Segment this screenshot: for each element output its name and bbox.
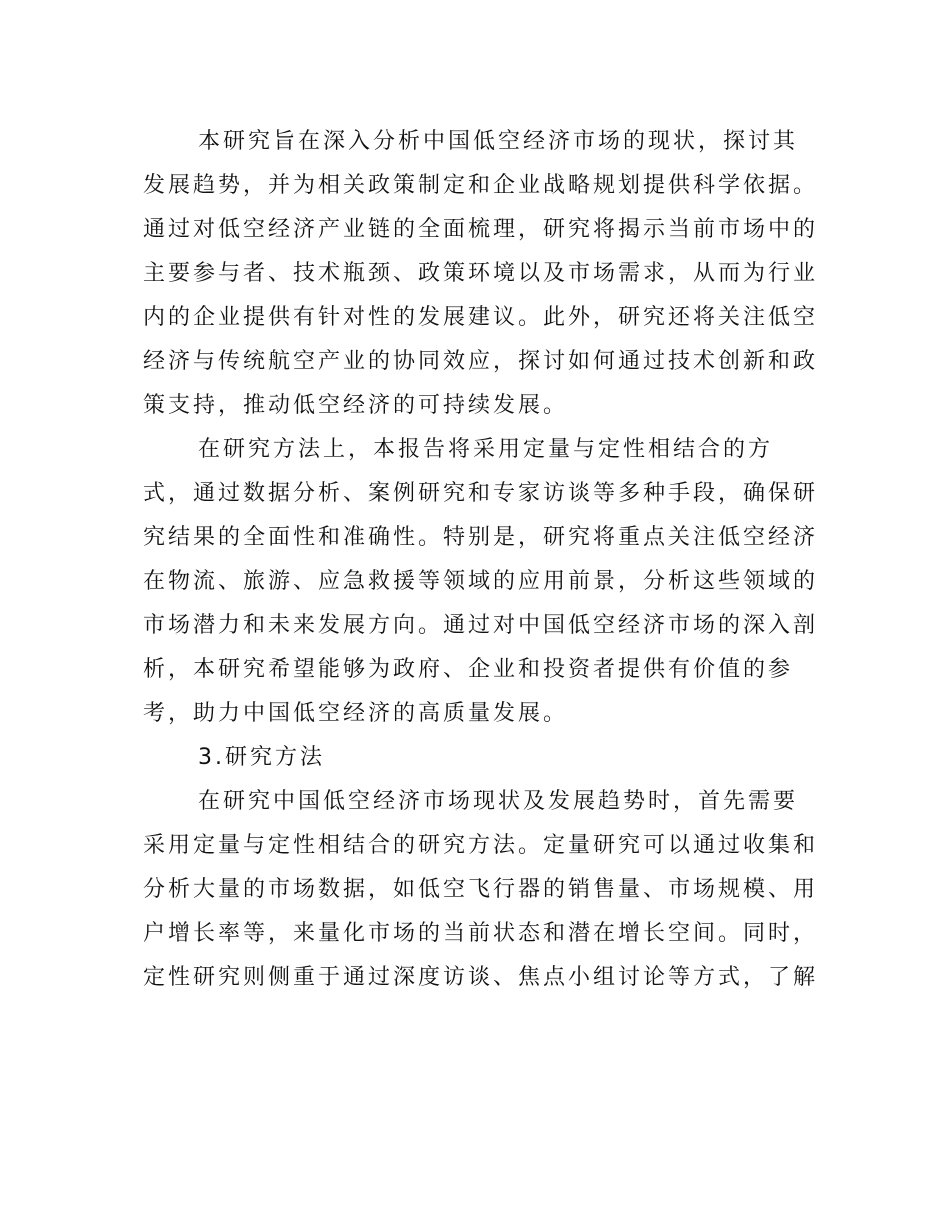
paragraph-line: 考，助力中国低空经济的高质量发展。: [143, 701, 569, 726]
paragraph-line: 通过对低空经济产业链的全面梳理，研究将揭示当前市场中的: [143, 217, 819, 242]
paragraph-line: 市场潜力和未来发展方向。通过对中国低空经济市场的深入剖: [143, 613, 819, 638]
paragraph-line: 在研究中国低空经济市场现状及发展趋势时，首先需要: [198, 789, 799, 814]
section-heading: 3.研究方法: [198, 745, 325, 770]
paragraph-line: 分析大量的市场数据，如低空飞行器的销售量、市场规模、用: [143, 877, 819, 902]
paragraph-line: 定性研究则侧重于通过深度访谈、焦点小组讨论等方式，了解: [143, 965, 819, 990]
document-body: [143, 120, 819, 1000]
paragraph-line: 内的企业提供有针对性的发展建议。此外，研究还将关注低空: [143, 305, 819, 330]
paragraph-line: 策支持，推动低空经济的可持续发展。: [143, 393, 569, 418]
paragraph-line: 究结果的全面性和准确性。特别是，研究将重点关注低空经济: [143, 525, 819, 550]
paragraph-line: 发展趋势，并为相关政策制定和企业战略规划提供科学依据。: [143, 173, 819, 198]
paragraph-line: 采用定量与定性相结合的研究方法。定量研究可以通过收集和: [143, 833, 819, 858]
paragraph-research-purpose: [143, 120, 819, 428]
paragraph-line: 户增长率等，来量化市场的当前状态和潜在增长空间。同时，: [143, 921, 819, 946]
paragraph-line: 在物流、旅游、应急救援等领域的应用前景，分析这些领域的: [143, 569, 819, 594]
paragraph-line: 主要参与者、技术瓶颈、政策环境以及市场需求，从而为行业: [143, 261, 819, 286]
paragraph-line: 析，本研究希望能够为政府、企业和投资者提供有价值的参: [143, 657, 794, 682]
paragraph-research-methods: [143, 780, 819, 1000]
paragraph-line: 在研究方法上，本报告将采用定量与定性相结合的方: [198, 437, 774, 462]
paragraph-line: 本研究旨在深入分析中国低空经济市场的现状，探讨其: [198, 129, 799, 154]
paragraph-research-approach: [143, 428, 819, 736]
paragraph-line: 式，通过数据分析、案例研究和专家访谈等多种手段，确保研: [143, 481, 819, 506]
paragraph-line: 经济与传统航空产业的协同效应，探讨如何通过技术创新和政: [143, 349, 819, 374]
